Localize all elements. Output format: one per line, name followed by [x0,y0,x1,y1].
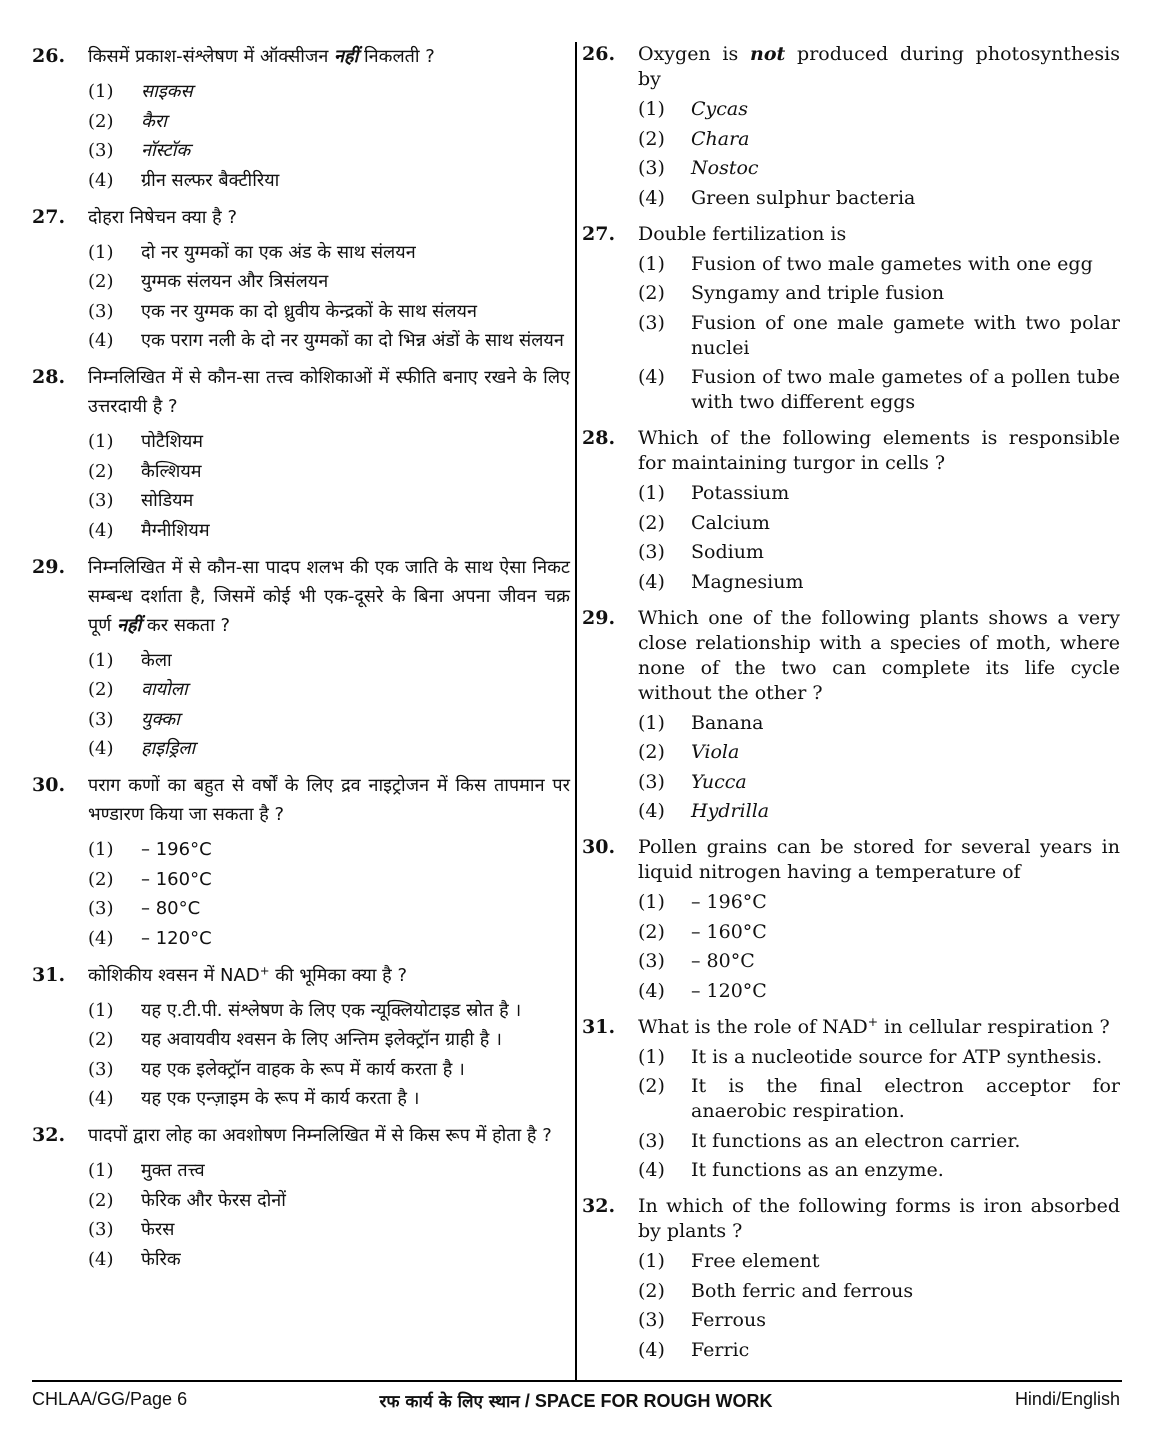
question-number: 32. [582,1195,616,1217]
option-4: (4) एक पराग नली के दो नर युग्मकों का दो भिन्न अंडों के साथ संलयन [88,330,564,351]
column-divider [575,42,577,1380]
option-1: (1) दो नर युग्मकों का एक अंड के साथ संलयन [88,241,416,263]
option-1: (1) Free element [638,1250,820,1272]
question-text: पादपों द्वारा लोह का अवशोषण निम्नलिखित में से किस रूप में होता है ? [88,1125,552,1146]
option-2: (2) Viola [638,741,740,763]
emphasis-text: नहीं [334,46,359,67]
option-2: (2) It is the final electron acceptor for anaerobic respiration. [638,1075,1120,1122]
question-text: किसमें प्रकाश-संश्लेषण में ऑक्सीजन नहीं निकलती ? [88,46,435,67]
emphasis-text: not [750,43,786,65]
question-30-en [582,835,1120,885]
question-number: 30. [32,774,66,796]
question-number: 31. [582,1015,616,1038]
question-number: 27. [582,222,616,245]
question-text: पराग कणों का बहुत से वर्षों के लिए द्रव नाइट्रोजन में किस तापमान पर भण्डारण किया जा सकता है ? [88,775,570,825]
option-2: (2) यह अवायवीय श्वसन के लिए अन्तिम इलेक्ट्रॉन ग्राही है । [88,1029,502,1050]
question-number: 27. [32,205,66,228]
option-2: (2) Both ferric and ferrous [638,1279,914,1302]
question-text: Double fertilization is [638,222,847,245]
question-30-hi [32,771,570,829]
question-text: Oxygen is not produced during photosynthesis by [638,43,1120,90]
question-26-hi [32,42,570,71]
option-3: (3) Nostoc [638,157,759,179]
question-28-hi [32,363,570,421]
question-27-en [582,222,1120,247]
option-1: (1) – 196°C [88,839,212,860]
option-4: (4) Magnesium [638,570,804,593]
option-1: (1) Potassium [638,482,790,504]
option-1: (1) केला [88,649,172,671]
option-4: (4) ग्रीन सल्फर बैक्टीरिया [88,169,280,191]
option-4: (4) यह एक एन्ज़ाइम के रूप में कार्य करता है । [88,1088,420,1109]
question-number: 26. [32,45,66,67]
question-text: Pollen grains can be stored for several years in liquid nitrogen having a temperature of [638,836,1120,883]
option-4: (4) हाइड्रिला [88,738,196,759]
question-text: दोहरा निषेचन क्या है ? [88,206,238,228]
footer-rule [32,1380,1122,1382]
question-number: 31. [32,963,66,986]
option-1: (1) – 196°C [638,891,767,913]
option-2: (2) कैरा [88,110,167,132]
option-4: (4) Hydrilla [638,800,770,822]
option-4: (4) It functions as an enzyme. [638,1159,944,1181]
question-31-hi [32,961,570,990]
question-text: कोशिकीय श्वसन में NAD+ की भूमिका क्या है ? [88,963,408,986]
option-1: (1) मुक्त तत्त्व [88,1160,205,1181]
option-3: (3) Yucca [638,770,747,793]
question-number: 28. [582,427,616,449]
option-2: (2) – 160°C [638,920,767,943]
option-3: (3) यह एक इलेक्ट्रॉन वाहक के रूप में कार्य करता है । [88,1058,465,1080]
option-4: (4) फेरिक [88,1248,181,1270]
question-text: Which one of the following plants shows a very close relationship with a species of moth, where none of the two can complete its life cycle without the other ? [638,606,1120,704]
option-2: (2) फेरिक और फेरस दोनों [88,1189,286,1211]
question-31-en [582,1015,1120,1040]
question-32-en [582,1194,1120,1244]
option-3: (3) Ferrous [638,1309,766,1331]
option-4: (4) मैग्नीशियम [88,519,210,541]
option-1: (1) Fusion of two male gametes with one egg [638,252,1093,275]
question-text: What is the role of NAD+ in cellular respiration ? [638,1014,1110,1038]
question-text: निम्नलिखित में से कौन-सा पादप शलभ की एक जाति के साथ ऐसा निकट सम्बन्ध दर्शाता है, जिसमें कोई भी एक-दूसरे के बिना अपना जीवन चक्र पूर्ण नहीं कर सकता ? [88,556,570,636]
option-3: (3) युक्का [88,708,180,730]
option-4: (4) Fusion of two male gametes of a pollen tube with two different eggs [638,366,1120,413]
option-3: (3) एक नर युग्मक का दो ध्रुवीय केन्द्रकों के साथ संलयन [88,300,477,322]
option-4: (4) – 120°C [638,979,767,1002]
option-4: (4) Green sulphur bacteria [638,186,916,209]
question-number: 29. [582,606,616,629]
option-4: (4) – 120°C [88,927,212,949]
question-number: 32. [32,1124,66,1146]
question-29-hi [32,553,570,640]
language-label: Hindi/English [1014,1389,1120,1409]
option-3: (3) फेरस [88,1219,175,1240]
rough-work-label: रफ कार्य के लिए स्थान / SPACE FOR ROUGH WORK [379,1391,773,1412]
option-2: (2) Calcium [638,511,770,534]
english-column [582,42,1120,1363]
question-32-hi [32,1121,570,1150]
option-4: (4) Ferric [638,1338,750,1361]
option-1: (1) साइकस [88,81,193,102]
option-1: (1) Banana [638,711,764,734]
option-2: (2) Chara [638,127,750,150]
question-number: 26. [582,43,616,65]
option-2: (2) Syngamy and triple fusion [638,282,945,304]
option-3: (3) सोडियम [88,490,194,511]
question-29-en [582,606,1120,706]
option-1: (1) Cycas [638,98,748,120]
option-1: (1) यह ए.टी.पी. संश्लेषण के लिए एक न्यूक्लियोटाइड स्रोत है । [88,999,522,1021]
option-2: (2) युग्मक संलयन और त्रिसंलयन [88,271,329,292]
emphasis-text: नहीं [116,614,142,636]
option-3: (3) – 80°C [88,898,201,919]
option-3: (3) It functions as an electron carrier. [638,1129,1021,1152]
question-text: Which of the following elements is responsible for maintaining turgor in cells ? [638,427,1120,474]
option-3: (3) Fusion of one male gamete with two polar nuclei [638,311,1120,359]
option-3: (3) – 80°C [638,950,755,972]
option-2: (2) वायोला [88,679,188,700]
question-number: 29. [32,555,66,578]
option-1: (1) It is a nucleotide source for ATP synthesis. [638,1045,1103,1068]
page-code: CHLAA/GG/Page 6 [32,1389,188,1409]
option-3: (3) Sodium [638,541,764,563]
question-28-en [582,426,1120,476]
question-text: In which of the following forms is iron absorbed by plants ? [638,1195,1120,1242]
option-3: (3) नॉस्टॉक [88,140,191,161]
question-number: 30. [582,836,616,858]
question-26-en [582,42,1120,92]
question-number: 28. [32,366,66,388]
option-2: (2) कैल्शियम [88,460,202,482]
option-1: (1) पोटैशियम [88,431,204,452]
hindi-column [32,42,570,1274]
question-27-hi [32,203,570,232]
question-text: निम्नलिखित में से कौन-सा तत्त्व कोशिकाओं में स्फीति बनाए रखने के लिए उत्तरदायी है ? [88,367,570,417]
option-2: (2) – 160°C [88,868,212,890]
